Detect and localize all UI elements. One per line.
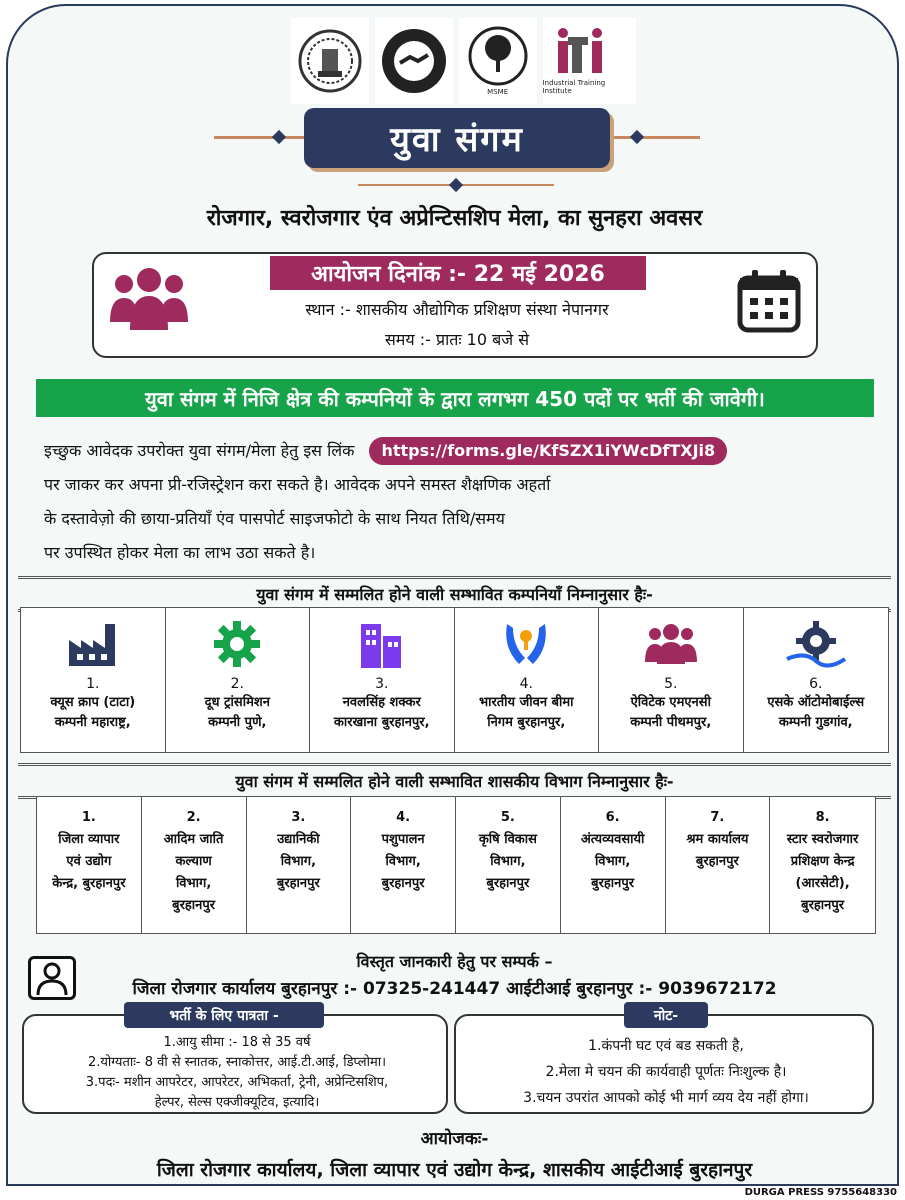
company-number: 3. bbox=[375, 676, 389, 692]
msme-tree-logo bbox=[459, 18, 537, 104]
eligibility-line: 3.पदः- मशीन आपरेटर, आपरेटर, अभिकर्ता, ट्रेनी, अप्रेन्टिसशिप, bbox=[85, 1075, 389, 1090]
department-line: बुरहानपुर bbox=[591, 876, 635, 891]
department-item bbox=[770, 797, 875, 933]
note-line: 2.मेला मे चयन की कार्यवाही पूर्णतः निःशुल्क है। bbox=[545, 1064, 787, 1080]
department-line: बुरहानपुर bbox=[801, 898, 845, 913]
department-number: 1. bbox=[81, 810, 96, 825]
gear-icon bbox=[212, 616, 262, 672]
department-grid bbox=[36, 796, 876, 934]
company-item bbox=[599, 608, 744, 752]
department-line: पशुपालन bbox=[381, 832, 425, 847]
company-number: 6. bbox=[809, 676, 823, 692]
department-line: विभाग, bbox=[280, 854, 317, 869]
company-item bbox=[455, 608, 600, 752]
department-number: 6. bbox=[605, 810, 620, 825]
company-name-line2: कम्पनी महाराष्ट्र, bbox=[54, 715, 131, 730]
company-item bbox=[744, 608, 889, 752]
company-number: 4. bbox=[519, 676, 533, 692]
department-line: स्टार स्वरोजगार bbox=[786, 832, 859, 847]
company-number: 2. bbox=[230, 676, 244, 692]
department-line: बुरहानपुर bbox=[486, 876, 530, 891]
note-tab: नोट- bbox=[624, 1002, 708, 1028]
department-line: (आरसेटी), bbox=[795, 876, 850, 891]
department-item bbox=[247, 797, 352, 933]
lic-hands-icon bbox=[499, 616, 553, 672]
department-line: बुरहानपुर bbox=[381, 876, 425, 891]
wrench-gear-icon bbox=[785, 616, 847, 672]
contact-heading: विस्तृत जानकारी हेतु पर सम्पर्क – bbox=[356, 952, 553, 971]
eligibility-line: हेल्पर, सेल्स एक्जीक्यूटिव, इत्यादि। bbox=[154, 1095, 320, 1110]
company-name-line1: दूध ट्रांसमिशन bbox=[204, 695, 270, 710]
company-name-line1: ऐविटेक एमएनसी bbox=[630, 695, 711, 710]
poster-frame bbox=[6, 4, 899, 1186]
department-number: 8. bbox=[815, 810, 830, 825]
department-line: केन्द्र, बुरहानपुर bbox=[52, 876, 126, 891]
press-credit: DURGA PRESS 9755648330 bbox=[744, 1187, 897, 1198]
company-name-line1: क्यूस क्राप (टाटा) bbox=[50, 695, 136, 710]
eligibility-line: 2.योग्यताः- 8 वी से स्नातक, स्नाकोत्तर, आई.टी.आई, डिप्लोमा। bbox=[87, 1055, 387, 1070]
event-venue: स्थान :- शासकीय औद्योगिक प्रशिक्षण संस्था नेपानगर bbox=[305, 300, 609, 319]
department-number: 5. bbox=[500, 810, 515, 825]
department-number: 4. bbox=[396, 810, 411, 825]
company-name-line2: कारखाना बुरहानपुर, bbox=[333, 715, 430, 730]
company-name-line1: एसके ऑटोमोबाईल्स bbox=[767, 695, 865, 710]
department-item bbox=[456, 797, 561, 933]
company-name-line2: निगम बुरहानपुर, bbox=[487, 715, 566, 730]
registration-link[interactable]: https://forms.gle/KfSZX1iYWcDfTXJi8 bbox=[369, 437, 727, 465]
company-item bbox=[21, 608, 166, 752]
registration-text: इच्छुक आवेदक उपरोक्त युवा संगम/मेला हेतु इस लिंक bbox=[44, 441, 355, 460]
department-line: बुरहानपुर bbox=[695, 854, 739, 869]
registration-line-3: के दस्तावेज़ो की छाया-प्रतियाँ एंव पासपोर्ट साइजफोटो के साथ नियत तिथि/समय bbox=[44, 509, 505, 528]
note-panel bbox=[454, 1007, 874, 1114]
buildings-icon bbox=[357, 616, 407, 672]
department-line: श्रम कार्यालय bbox=[686, 832, 749, 847]
company-item bbox=[310, 608, 455, 752]
eligibility-tab: भर्ती के लिए पात्रता - bbox=[124, 1002, 324, 1028]
logo-row bbox=[291, 18, 636, 104]
department-number: 3. bbox=[291, 810, 306, 825]
deco-diamond-left bbox=[272, 130, 286, 144]
companies-heading: युवा संगम में सम्मलित होने वाली सम्भावित कम्पनियाँ निम्नानुसार हैः- bbox=[18, 576, 891, 612]
organiser-line: जिला रोजगार कार्यालय, जिला व्यापार एवं उद्योग केन्द्र, शासकीय आईटीआई बुरहानपुर bbox=[156, 1159, 753, 1181]
department-item bbox=[37, 797, 142, 933]
event-time: समय :- प्रातः 10 बजे से bbox=[384, 330, 530, 349]
department-line: विभाग, bbox=[490, 854, 526, 869]
note-line: 3.चयन उपरांत आपको कोई भी मार्ग व्यय देय नहीं होगा। bbox=[523, 1090, 809, 1106]
departments-heading: युवा संगम में सम्मलित होने वाली सम्भावित शासकीय विभाग निम्नानुसार हैः- bbox=[18, 763, 891, 799]
subtitle: रोजगार, स्वरोजगार एंव अप्रेन्टिसशिप मेला, का सुनहरा अवसर bbox=[206, 206, 703, 231]
department-number: 7. bbox=[710, 810, 725, 825]
department-number: 2. bbox=[186, 810, 201, 825]
iti-caption: Industrial Training Institute bbox=[542, 79, 606, 95]
company-item bbox=[166, 608, 311, 752]
department-line: अंत्यव्यवसायी bbox=[580, 832, 645, 847]
department-line: प्रशिक्षण केन्द्र bbox=[790, 854, 855, 869]
registration-line-2: पर जाकर कर अपना प्री-रजिस्ट्रेशन करा सकते है। आवेदक अपने समस्त शैक्षणिक अहर्ता bbox=[44, 475, 551, 494]
company-name-line2: कम्पनी पीथमपुर, bbox=[630, 715, 712, 730]
department-line: विभाग, bbox=[385, 854, 421, 869]
contact-numbers: जिला रोजगार कार्यालय बुरहानपुर :- 07325-241447 आईटीआई बुरहानपुर :- 9039672172 bbox=[132, 979, 777, 999]
organiser-heading: आयोजकः- bbox=[420, 1129, 489, 1149]
department-line: आदिम जाति bbox=[163, 832, 224, 847]
event-info-box bbox=[92, 252, 818, 358]
event-date: आयोजन दिनांक :- 22 मई 2026 bbox=[270, 256, 646, 290]
msme-label: MSME bbox=[487, 88, 509, 96]
factory-icon bbox=[65, 616, 121, 672]
department-line: एवं उद्योग bbox=[66, 854, 112, 869]
page-title: युवा संगम bbox=[304, 108, 610, 168]
company-number: 1. bbox=[86, 676, 100, 692]
employment-exchange-seal-logo bbox=[375, 18, 453, 104]
group-icon bbox=[643, 616, 699, 672]
company-name-line2: कम्पनी गुडगांव, bbox=[778, 715, 853, 730]
deco-diamond-right bbox=[630, 130, 644, 144]
company-name-line1: नवलसिंह शक्कर bbox=[342, 695, 421, 710]
registration-line-4: पर उपस्थित होकर मेला का लाभ उठा सकते है। bbox=[44, 543, 316, 562]
department-item bbox=[561, 797, 666, 933]
department-line: विभाग, bbox=[175, 876, 212, 891]
company-name-line1: भारतीय जीवन बीमा bbox=[478, 695, 574, 710]
department-line: कृषि विकास bbox=[478, 832, 537, 847]
note-line: 1.कंपनी घट एवं बड सकती है, bbox=[588, 1038, 744, 1054]
department-item bbox=[351, 797, 456, 933]
eligibility-panel bbox=[22, 1007, 448, 1114]
department-item bbox=[666, 797, 771, 933]
department-item bbox=[142, 797, 247, 933]
department-line: जिला व्यापार bbox=[58, 832, 120, 847]
eligibility-line: 1.आयु सीमा :- 18 से 35 वर्ष bbox=[163, 1035, 311, 1050]
department-line: विभाग, bbox=[594, 854, 631, 869]
company-number: 5. bbox=[664, 676, 678, 692]
subtitle-diamond bbox=[449, 178, 463, 192]
department-line: बुरहानपुर bbox=[172, 898, 216, 913]
company-grid bbox=[20, 607, 889, 753]
title-deco-right bbox=[610, 136, 700, 139]
iti-logo bbox=[543, 18, 636, 104]
registration-line-1 bbox=[44, 434, 874, 468]
department-line: बुरहानपुर bbox=[276, 876, 320, 891]
title-deco-left bbox=[214, 136, 304, 139]
vacancy-highlight: युवा संगम में निजि क्षेत्र की कम्पनियों के द्वारा लगभग 450 पदों पर भर्ती की जावेगी। bbox=[36, 379, 874, 417]
department-line: उद्यानिकी bbox=[277, 832, 320, 847]
company-name-line2: कम्पनी पुणे, bbox=[208, 715, 267, 730]
mp-govt-emblem-logo bbox=[291, 18, 369, 104]
department-line: कल्याण bbox=[175, 854, 212, 869]
